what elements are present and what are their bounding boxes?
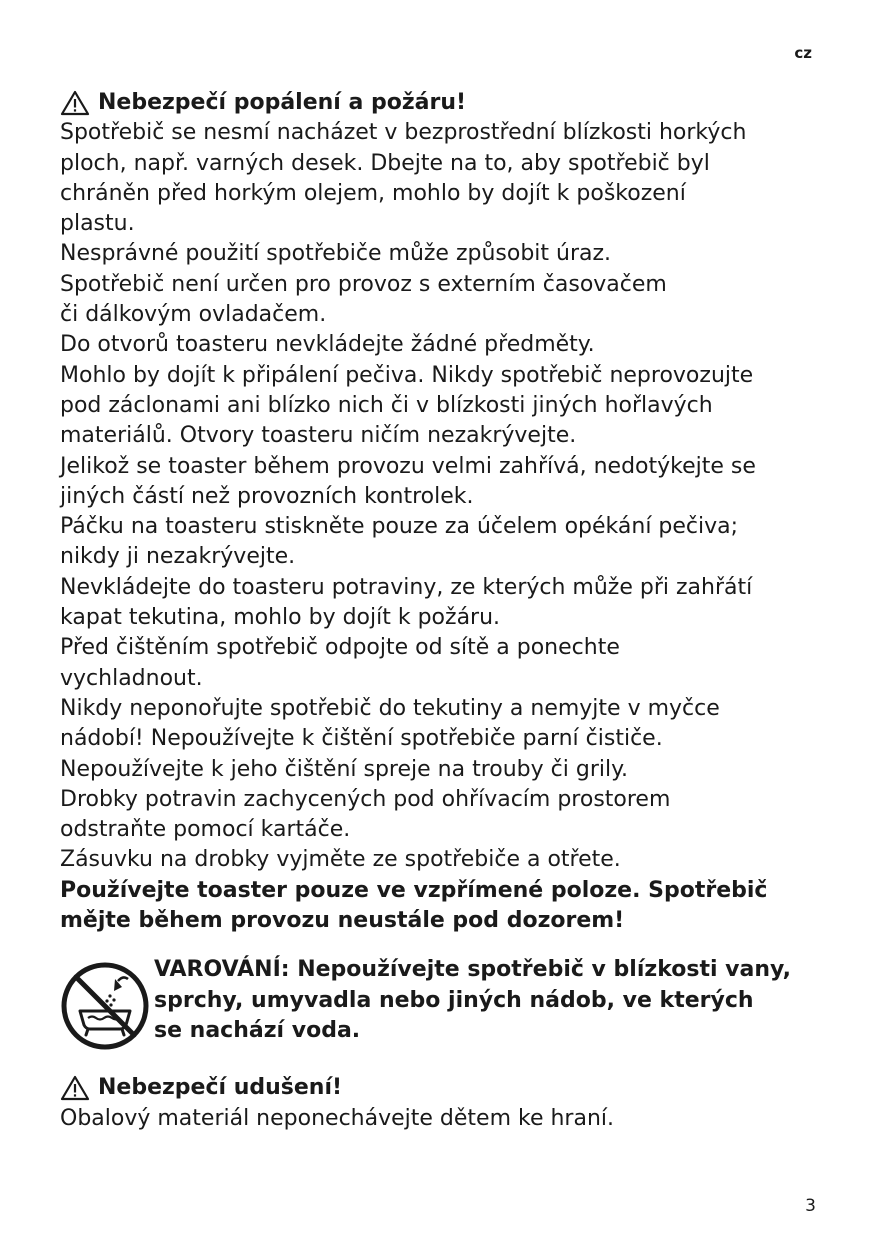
- paragraph: Nesprávné použití spotřebiče může způsobit úraz.: [60, 241, 612, 267]
- paragraph: Nevkládejte do toasteru potraviny, ze kterých může při zahřátí kapat tekutina, mohlo by dojít k požáru.: [60, 574, 753, 631]
- paragraph: Spotřebič není určen pro provoz s externím časovačem či dálkovým ovladačem.: [60, 271, 667, 328]
- supervision-note: Používejte toaster pouze ve vzpřímené poloze. Spotřebič mějte během provozu neustále pod dozorem!: [60, 877, 768, 934]
- suffocation-text: Obalový materiál neponechávejte dětem ke hraní.: [60, 1105, 614, 1131]
- suffocation-hazard-heading: [60, 1073, 830, 1103]
- language-code: cz: [794, 44, 812, 62]
- page-content: [60, 88, 830, 1134]
- warning-triangle-icon: [60, 90, 90, 116]
- suffocation-hazard-title: Nebezpečí udušení!: [98, 1075, 343, 1101]
- paragraph: Před čištěním spotřebič odpojte od sítě a ponechte vychladnout.: [60, 635, 620, 691]
- paragraph: Mohlo by dojít k připálení pečiva. Nikdy spotřebič neprovozujte pod záclonami ani blízko nich či v blízkosti jiných hořlavých materiálů. Otvory toasteru ničím nezakrývejte.: [60, 362, 754, 449]
- paragraph: Páčku na toasteru stiskněte pouze za účelem opékání pečiva; nikdy ji nezakrývejte.: [60, 514, 739, 570]
- burn-hazard-title: Nebezpečí popálení a požáru!: [98, 90, 467, 115]
- paragraph: Drobky potravin zachycených pod ohřívacím prostorem odstraňte pomocí kartáče.: [60, 786, 671, 843]
- paragraph: Zásuvku na drobky vyjměte ze spotřebiče a otřete.: [60, 847, 621, 873]
- water-warning-text: VAROVÁNÍ: Nepoužívejte spotřebič v blízkosti vany, sprchy, umyvadla nebo jiných nádob, ve kterých se nachází voda.: [154, 957, 792, 1043]
- paragraph: Nikdy neponořujte spotřebič do tekutiny a nemyjte v myčce nádobí! Nepoužívejte k čištění spotřebiče parní čističe.: [60, 695, 720, 752]
- page-number: 3: [805, 1196, 816, 1216]
- water-warning: [60, 955, 830, 1051]
- paragraph: Nepoužívejte k jeho čištění spreje na trouby či grily.: [60, 756, 628, 782]
- paragraph: Do otvorů toasteru nevkládejte žádné předměty.: [60, 332, 595, 358]
- paragraph: Spotřebič se nesmí nacházet v bezprostřední blízkosti horkých ploch, např. varných desek. Dbejte na to, aby spotřebič byl chráněn před horkým olejem, mohlo by dojít k poškození plastu.: [60, 120, 747, 237]
- paragraph: Jelikož se toaster během provozu velmi zahřívá, nedotýkejte se jiných částí než provozních kontrolek.: [60, 453, 756, 509]
- burn-hazard-heading: [60, 88, 830, 118]
- no-water-near-bath-icon: [60, 961, 150, 1051]
- warning-triangle-icon: [60, 1075, 90, 1101]
